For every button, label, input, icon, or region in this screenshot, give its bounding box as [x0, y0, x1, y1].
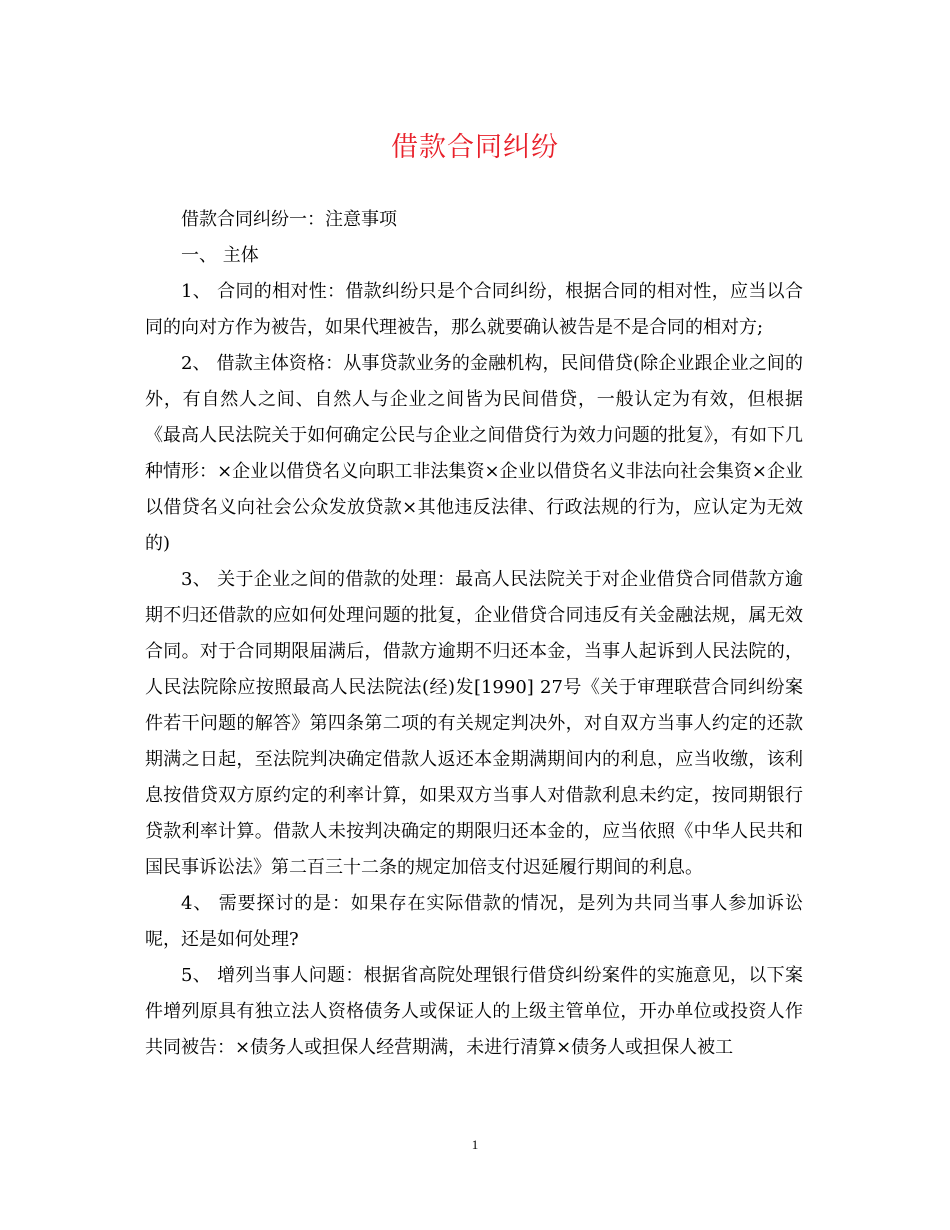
subsection-heading: 一、 主体	[181, 245, 259, 266]
paragraph-1: 1、 合同的相对性：借款纠纷只是个合同纠纷，根据合同的相对性，应当以合同的向对方作为被告，如果代理被告，那么就要确认被告是不是合同的相对方;	[145, 281, 803, 338]
page-number: 1	[471, 1137, 479, 1152]
document-body	[145, 202, 803, 1066]
paragraph-3: 3、 关于企业之间的借款的处理：最高人民法院关于对企业借贷合同借款方逾期不归还借款的应如何处理问题的批复，企业借贷合同违反有关金融法规，属无效合同。对于合同期限届满后，借款方逾期不归还本金，当事人起诉到人民法院的，人民法院除应按照最高人民法院法(经)发[1990] 27号《关于审理联营合同纠纷案件若干问题的解答》第四条第二项的有关规定判决外，对自双方当事人约定的还款期满之日起，至法院判决确定借款人返还本金期满期间内的利息，应当收缴，该利息按借贷双方原约定的利率计算，如果双方当事人对借款利息未约定，按同期银行贷款利率计算。借款人未按判决确定的期限归还本金的，应当依照《中华人民共和国民事诉讼法》第二百三十二条的规定加倍支付迟延履行期间的利息。	[145, 569, 803, 878]
document-title: 借款合同纠纷	[391, 132, 559, 163]
paragraph-5: 5、 增列当事人问题：根据省高院处理银行借贷纠纷案件的实施意见，以下案件增列原具有独立法人资格债务人或保证人的上级主管单位，开办单位或投资人作共同被告：×债务人或担保人经营期满，未进行清算×债务人或担保人被工	[145, 965, 803, 1058]
section-heading: 借款合同纠纷一：注意事项	[181, 209, 397, 230]
paragraph-4: 4、 需要探讨的是：如果存在实际借款的情况，是列为共同当事人参加诉讼呢，还是如何处理?	[145, 893, 803, 950]
paragraph-2: 2、 借款主体资格：从事贷款业务的金融机构，民间借贷(除企业跟企业之间的外，有自然人之间、自然人与企业之间皆为民间借贷，一般认定为有效，但根据《最高人民法院关于如何确定公民与企业之间借贷行为效力问题的批复》，有如下几种情形：×企业以借贷名义向职工非法集资×企业以借贷名义非法向社会集资×企业以借贷名义向社会公众发放贷款×其他违反法律、行政法规的行为，应认定为无效的)	[145, 353, 803, 554]
